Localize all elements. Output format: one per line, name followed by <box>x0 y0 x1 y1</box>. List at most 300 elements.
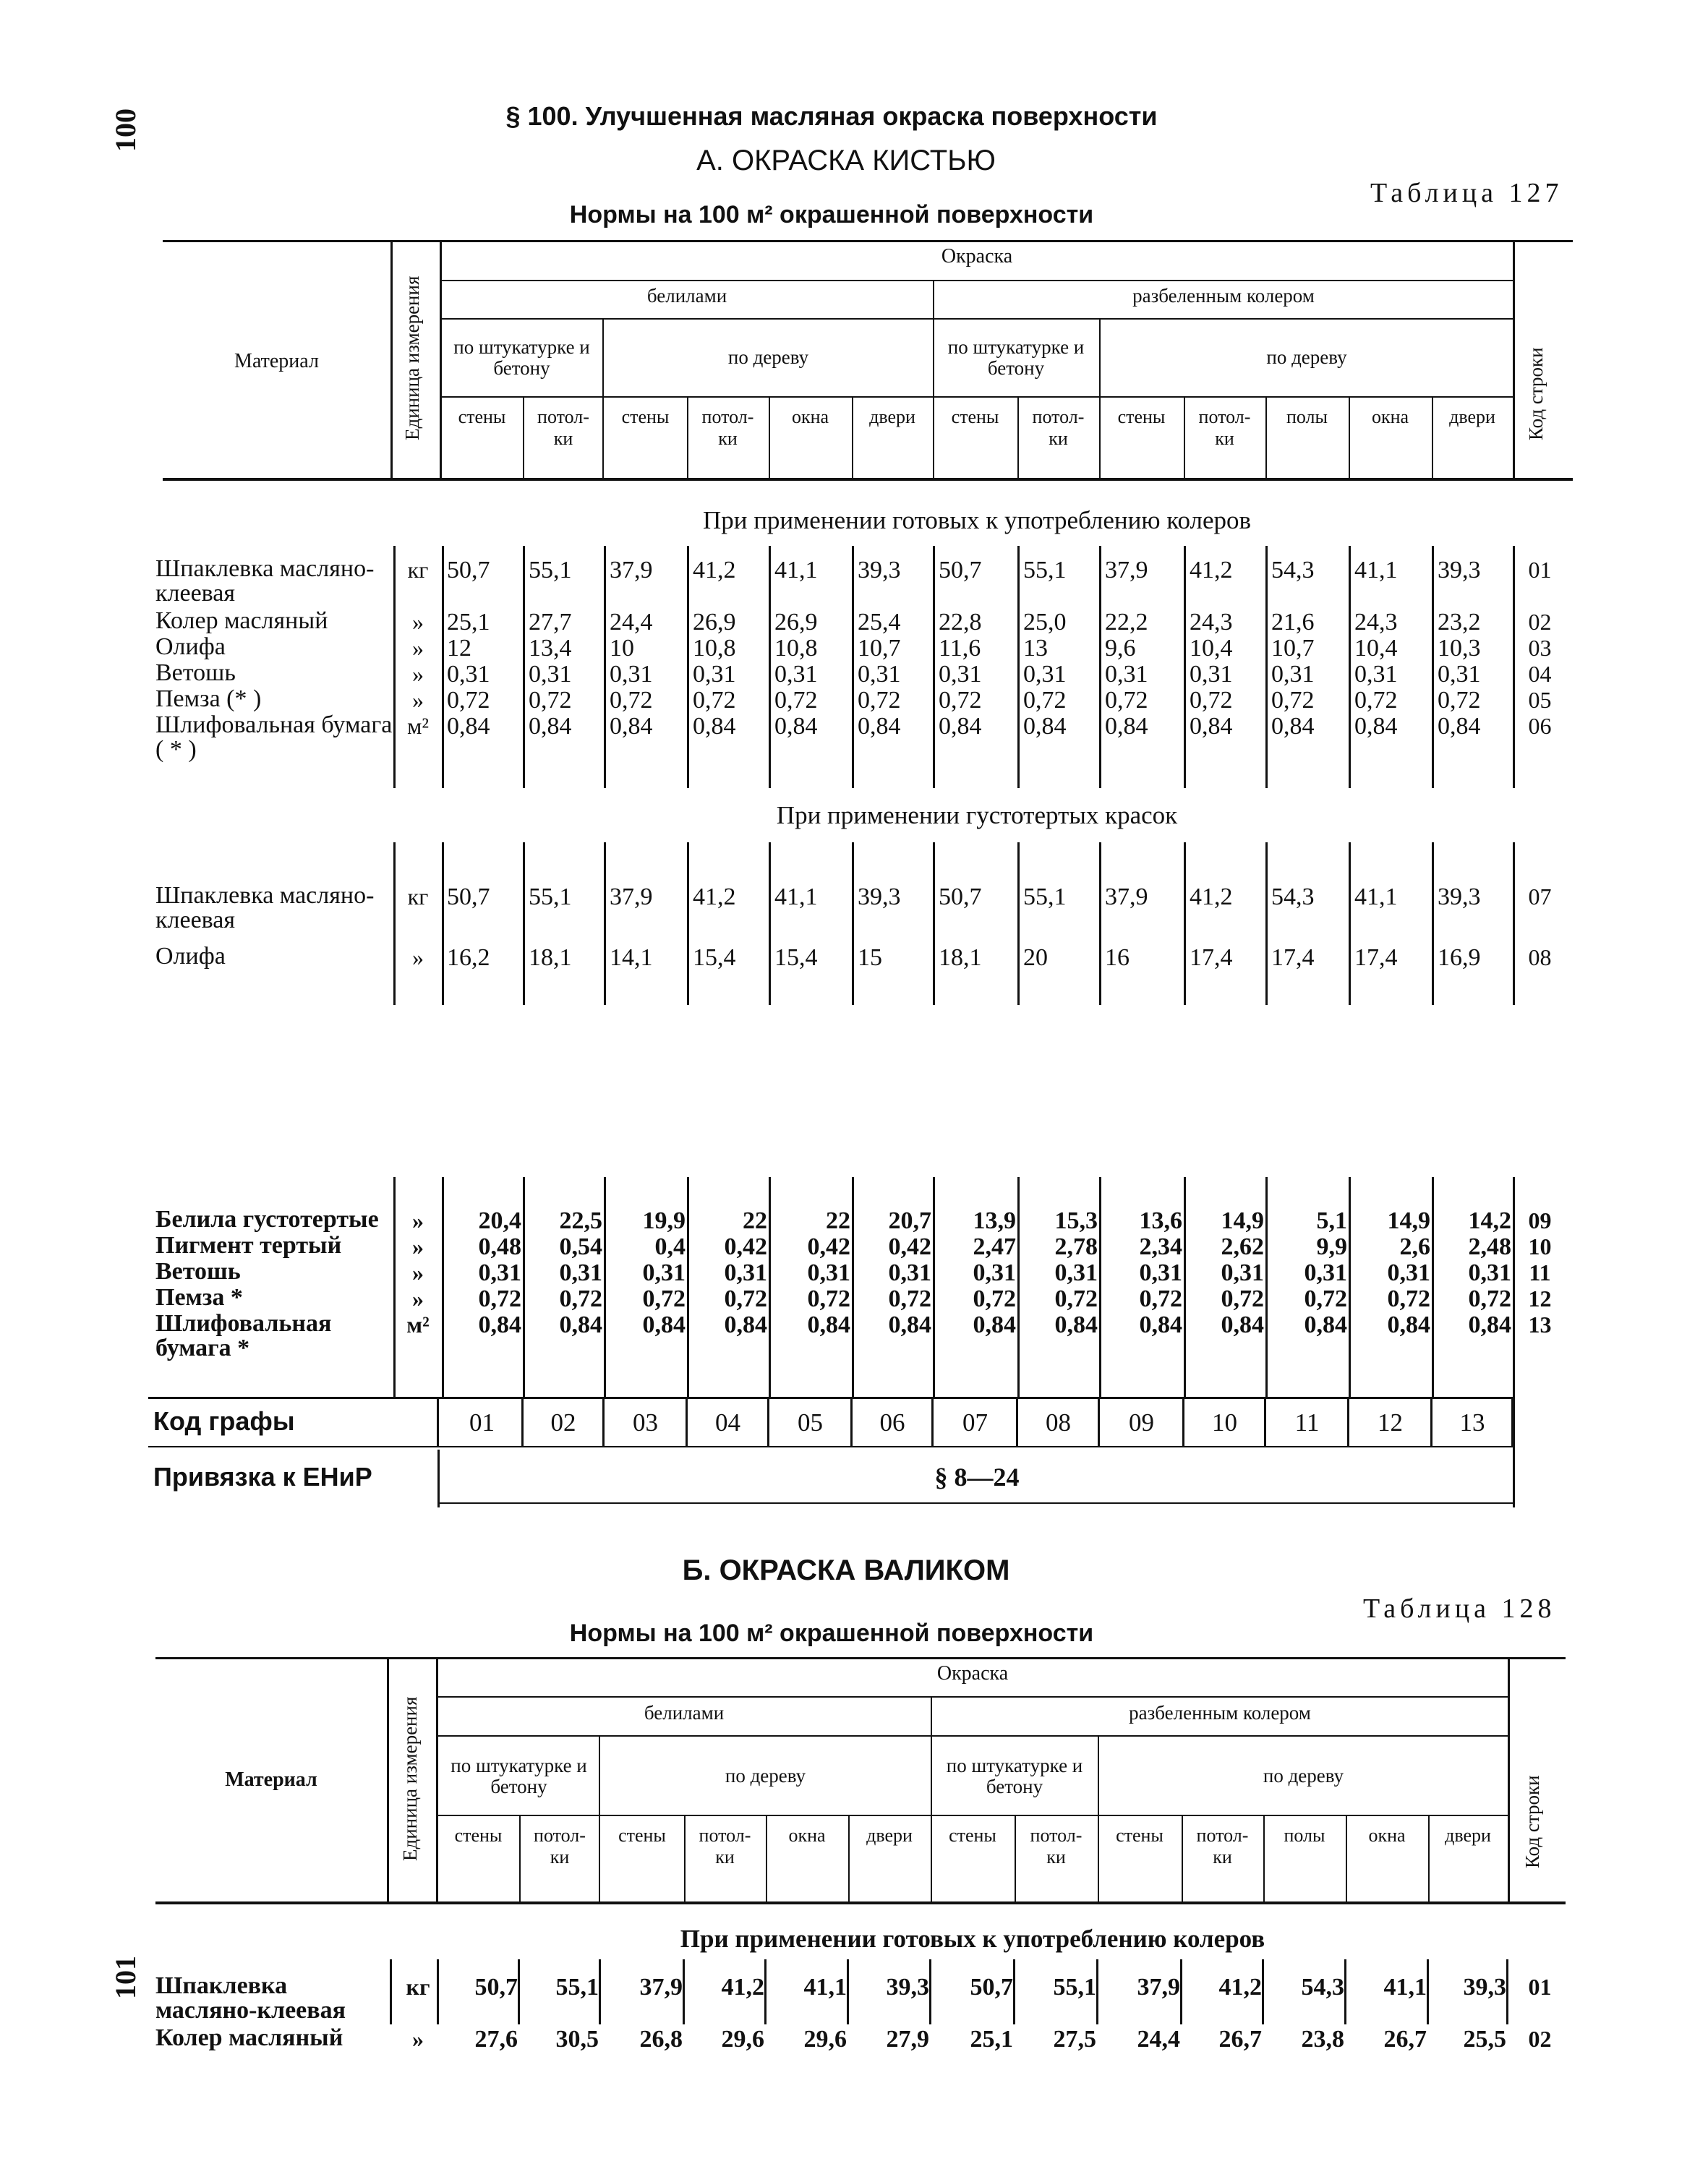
graph-code-cell: 08 <box>1046 1408 1071 1437</box>
t127-row-value: 9,6 <box>1105 635 1136 662</box>
t127-row-value: 13,4 <box>529 635 572 662</box>
t127-row-value: 0,84 <box>774 713 818 740</box>
t128-row-value: 39,3 <box>1463 1974 1506 2001</box>
t127-col-header-9: стены <box>1117 406 1166 427</box>
t127-row-value: 27,7 <box>529 609 572 636</box>
t127b-row-value: 17,4 <box>1354 944 1398 971</box>
t128-row-code: 02 <box>1528 2026 1552 2052</box>
t128-header-painting: Окраска <box>936 1662 1009 1685</box>
t127-row-value: 41,1 <box>1354 557 1398 583</box>
t127-row-value: 0,31 <box>1105 661 1148 688</box>
table-127-caption: Нормы на 100 м² окрашенной поверхности <box>569 201 1094 228</box>
graph-code-cell: 12 <box>1378 1408 1403 1437</box>
t128-header-diluted: разбеленным колером <box>1129 1702 1311 1724</box>
t127-row-material: Шлифовальная бумага ( * ) <box>155 711 393 763</box>
t128-row-value: 27,5 <box>1053 2026 1096 2053</box>
graph-code-cell: 13 <box>1459 1408 1485 1437</box>
t128-row-material: Шпаклевка масляно-клеевая <box>155 1972 346 2024</box>
t127c-row-value: 0,72 <box>1221 1285 1264 1312</box>
t127-row-value: 0,84 <box>693 713 736 740</box>
t128-row-value: 24,4 <box>1137 2026 1180 2053</box>
t128-col-header-1: стены <box>454 1825 503 1846</box>
t128-col-header-11: полы <box>1284 1825 1325 1846</box>
t127-row-code: 02 <box>1528 609 1552 635</box>
t127-row-value: 0,31 <box>1438 661 1481 688</box>
t127b-row-value: 37,9 <box>1105 884 1148 910</box>
t127-row-value: 0,72 <box>529 687 572 714</box>
t127c-row-value: 0,72 <box>478 1285 521 1312</box>
t127-row-value: 0,72 <box>1023 687 1067 714</box>
t127b-row-value: 39,3 <box>858 884 901 910</box>
t128-row-value: 23,8 <box>1301 2026 1344 2053</box>
t127-col-header-10: потол- ки <box>1198 406 1251 449</box>
t127c-row-unit: » <box>412 1233 424 1259</box>
t127-row-value: 25,0 <box>1023 609 1067 636</box>
section-title: § 100. Улучшенная масляная окраска поверхности <box>505 101 1158 131</box>
t127-row-value: 21,6 <box>1271 609 1315 636</box>
t127-row-code: 03 <box>1528 635 1552 661</box>
t127-col-header-1: стены <box>458 406 506 427</box>
part-a-title: А. ОКРАСКА КИСТЬЮ <box>696 145 996 176</box>
t127-row-value: 0,31 <box>529 661 572 688</box>
t128-row-code: 01 <box>1528 1974 1552 2000</box>
t128-row-value: 50,7 <box>970 1974 1013 2001</box>
page-number-top: 100 <box>109 108 142 152</box>
table-128-caption: Нормы на 100 м² окрашенной поверхности <box>569 1620 1094 1647</box>
t127-row-unit: м² <box>407 713 429 739</box>
t127-row-value: 37,9 <box>1105 557 1148 583</box>
t127-row-material: Олифа <box>155 633 226 660</box>
t128-col-header-13: двери <box>1445 1825 1491 1846</box>
t127-row-value: 0,31 <box>774 661 818 688</box>
t128-row-value: 41,1 <box>1383 1974 1427 2001</box>
t128-row-value: 29,6 <box>721 2026 764 2053</box>
t128-col-header-6: двери <box>866 1825 913 1846</box>
t127-col-header-12: окна <box>1371 406 1409 427</box>
t127-row-value: 0,72 <box>1354 687 1398 714</box>
header-plaster-1: по штукатурке и бетону <box>453 336 590 379</box>
table-127-sub1: При применении готовых к употреблению колеров <box>702 506 1252 534</box>
t127c-row-value: 0,31 <box>888 1259 931 1286</box>
t128-row-value: 39,3 <box>886 1974 929 2001</box>
t128-header-whites: белилами <box>644 1702 725 1724</box>
graph-code-cell: 11 <box>1294 1408 1320 1437</box>
t128-row-unit: кг <box>406 1974 430 2000</box>
t127c-row-value: 0,84 <box>1139 1312 1182 1338</box>
t127-row-value: 10,4 <box>1354 635 1398 662</box>
t128-row-value: 26,7 <box>1383 2026 1427 2053</box>
t127c-row-value: 0,84 <box>642 1312 686 1338</box>
t127-row-value: 0,31 <box>610 661 653 688</box>
t127-row-value: 0,72 <box>858 687 901 714</box>
t128-row-value: 25,1 <box>970 2026 1013 2053</box>
t127c-row-value: 2,6 <box>1399 1233 1430 1260</box>
binding-label: Привязка к ЕНиР <box>153 1462 372 1492</box>
t127b-row-value: 41,1 <box>774 884 818 910</box>
t127b-row-unit: » <box>412 944 424 970</box>
t127c-row-material: Пемза * <box>155 1284 243 1311</box>
graph-code-cell: 07 <box>962 1408 988 1437</box>
t127c-row-value: 22,5 <box>559 1207 602 1234</box>
t127-row-value: 24,4 <box>610 609 653 636</box>
graph-code-cell: 02 <box>550 1408 576 1437</box>
t127-row-value: 55,1 <box>529 557 572 583</box>
t128-header-unit: Единица измерения <box>399 1696 421 1861</box>
t127c-row-value: 0,72 <box>642 1285 686 1312</box>
t127c-row-value: 0,84 <box>807 1312 850 1338</box>
table-128-sub1: При применении готовых к употреблению колеров <box>680 1925 1265 1953</box>
t128-header-plaster-1: по штукатурке и бетону <box>451 1755 587 1797</box>
header-code: Код строки <box>1525 347 1547 441</box>
t127c-row-value: 0,72 <box>1304 1285 1347 1312</box>
t128-header-plaster-2: по штукатурке и бетону <box>946 1755 1083 1797</box>
t127c-row-code: 12 <box>1528 1285 1552 1312</box>
t127-row-value: 50,7 <box>447 557 490 583</box>
t127-row-material: Ветошь <box>155 659 236 686</box>
header-unit: Единица измерения <box>401 275 423 440</box>
t128-row-value: 54,3 <box>1301 1974 1344 2001</box>
t127-row-code: 06 <box>1528 713 1552 739</box>
t127c-row-value: 2,62 <box>1221 1233 1264 1260</box>
t127b-row-value: 15,4 <box>693 944 736 971</box>
t127-row-value: 0,31 <box>1023 661 1067 688</box>
t127b-row-value: 15 <box>858 944 882 971</box>
t127c-row-value: 15,3 <box>1054 1207 1098 1234</box>
t127c-row-value: 14,9 <box>1221 1207 1264 1234</box>
t127c-row-value: 0,42 <box>888 1233 931 1260</box>
t128-col-header-5: окна <box>788 1825 826 1846</box>
t127b-row-value: 14,1 <box>610 944 653 971</box>
t127-row-value: 0,72 <box>1271 687 1315 714</box>
t127b-row-value: 18,1 <box>529 944 572 971</box>
t127-row-value: 0,84 <box>939 713 982 740</box>
t127-col-header-4: потол- ки <box>701 406 754 449</box>
t127c-row-value: 0,72 <box>888 1285 931 1312</box>
t127b-row-material: Шпаклевка масляно-клеевая <box>155 882 375 933</box>
t128-row-value: 29,6 <box>803 2026 847 2053</box>
t128-row-value: 50,7 <box>474 1974 518 2001</box>
t127c-row-value: 22 <box>826 1207 850 1234</box>
t128-row-value: 27,9 <box>886 2026 929 2053</box>
t128-row-value: 30,5 <box>555 2026 599 2053</box>
t127c-row-value: 2,48 <box>1468 1233 1511 1260</box>
t127-row-value: 0,84 <box>1354 713 1398 740</box>
t128-header-code: Код строки <box>1521 1775 1543 1869</box>
t127c-row-value: 2,34 <box>1139 1233 1182 1260</box>
t127b-row-value: 20 <box>1023 944 1048 971</box>
t127c-row-unit: м² <box>406 1312 430 1338</box>
t127-row-unit: » <box>412 661 424 687</box>
t127-row-unit: » <box>412 635 424 661</box>
t127-row-code: 01 <box>1528 557 1552 583</box>
part-b-title: Б. ОКРАСКА ВАЛИКОМ <box>682 1554 1010 1586</box>
t127c-row-value: 0,31 <box>559 1259 602 1286</box>
t127b-row-value: 39,3 <box>1438 884 1481 910</box>
t127c-row-value: 2,47 <box>973 1233 1016 1260</box>
t127c-row-value: 20,7 <box>888 1207 931 1234</box>
t127b-row-unit: кг <box>407 884 429 910</box>
t127-row-value: 0,84 <box>1105 713 1148 740</box>
t127-row-value: 39,3 <box>858 557 901 583</box>
t127-row-value: 41,2 <box>693 557 736 583</box>
header-painting: Окраска <box>941 245 1013 268</box>
t127b-row-value: 18,1 <box>939 944 982 971</box>
t128-col-header-8: потол- ки <box>1030 1825 1083 1868</box>
t127-row-unit: кг <box>407 557 429 583</box>
t127c-row-value: 0,84 <box>1468 1312 1511 1338</box>
header-material: Материал <box>234 350 319 372</box>
header-whites: белилами <box>646 285 727 307</box>
header-plaster-2: по штукатурке и бетону <box>947 336 1085 379</box>
t127c-row-value: 14,2 <box>1468 1207 1511 1234</box>
t127c-row-value: 13,9 <box>973 1207 1016 1234</box>
graph-code-cell: 06 <box>879 1408 905 1437</box>
t127-row-value: 10,8 <box>693 635 736 662</box>
t127c-row-material: Пигмент тертый <box>155 1232 342 1259</box>
t127c-row-value: 0,72 <box>1387 1285 1430 1312</box>
t127-row-unit: » <box>412 609 424 635</box>
t127-row-unit: » <box>412 687 424 713</box>
t127c-row-value: 0,72 <box>559 1285 602 1312</box>
t127c-row-value: 0,72 <box>1054 1285 1098 1312</box>
t127c-row-value: 0,42 <box>724 1233 767 1260</box>
t127b-row-value: 41,2 <box>693 884 736 910</box>
t127c-row-value: 0,31 <box>724 1259 767 1286</box>
t127c-row-value: 0,42 <box>807 1233 850 1260</box>
t127-col-header-8: потол- ки <box>1032 406 1085 449</box>
t127-row-value: 0,72 <box>774 687 818 714</box>
t127c-row-value: 0,31 <box>1468 1259 1511 1286</box>
table-127-sub2: При применении густотертых красок <box>776 801 1178 829</box>
t128-row-value: 27,6 <box>474 2026 518 2053</box>
t127-col-header-7: стены <box>951 406 999 427</box>
t127-row-value: 0,84 <box>447 713 490 740</box>
t127c-row-value: 14,9 <box>1387 1207 1430 1234</box>
t127-row-value: 0,72 <box>610 687 653 714</box>
t127c-row-value: 0,31 <box>642 1259 686 1286</box>
graph-code-cell: 01 <box>469 1408 495 1437</box>
t128-col-header-7: стены <box>949 1825 996 1846</box>
t127-row-value: 37,9 <box>610 557 653 583</box>
t127-row-value: 11,6 <box>939 635 981 662</box>
t127-row-value: 13 <box>1023 635 1048 662</box>
t128-header-material: Материал <box>225 1768 317 1791</box>
t127c-row-value: 22 <box>743 1207 767 1234</box>
t127-row-code: 05 <box>1528 687 1552 713</box>
t127-row-value: 10,7 <box>1271 635 1315 662</box>
t128-row-value: 55,1 <box>555 1974 599 2001</box>
t127c-row-material: Белила густотертые <box>155 1206 379 1233</box>
t127-row-value: 54,3 <box>1271 557 1315 583</box>
t127c-row-value: 20,4 <box>478 1207 521 1234</box>
t127-col-header-5: окна <box>791 406 829 427</box>
t127b-row-value: 50,7 <box>447 884 490 910</box>
t127-row-value: 0,84 <box>1271 713 1315 740</box>
t127c-row-value: 0,72 <box>1139 1285 1182 1312</box>
t127c-row-value: 0,72 <box>973 1285 1016 1312</box>
t127-row-value: 24,3 <box>1190 609 1233 636</box>
t127b-row-value: 16,9 <box>1438 944 1481 971</box>
t127b-row-material: Олифа <box>155 943 226 970</box>
graph-code-cell: 09 <box>1129 1408 1154 1437</box>
t127c-row-value: 19,9 <box>642 1207 686 1234</box>
t128-row-value: 41,2 <box>1218 1974 1262 2001</box>
t127-row-value: 0,31 <box>939 661 982 688</box>
t127-row-value: 10,3 <box>1438 635 1481 662</box>
t127c-row-value: 0,84 <box>888 1312 931 1338</box>
t127-row-value: 0,84 <box>529 713 572 740</box>
t128-row-value: 41,2 <box>721 1974 764 2001</box>
t127c-row-value: 0,31 <box>807 1259 850 1286</box>
t128-row-unit: » <box>412 2026 424 2052</box>
t127-row-value: 0,72 <box>939 687 982 714</box>
t127b-row-value: 17,4 <box>1271 944 1315 971</box>
t127-row-value: 22,8 <box>939 609 982 636</box>
t127-col-header-6: двери <box>869 406 915 427</box>
t127c-row-value: 9,9 <box>1316 1233 1347 1260</box>
t127c-row-value: 2,78 <box>1054 1233 1098 1260</box>
t127c-row-code: 13 <box>1528 1312 1552 1338</box>
t128-col-header-9: стены <box>1116 1825 1163 1846</box>
t127-row-value: 0,84 <box>610 713 653 740</box>
t127c-row-value: 0,31 <box>1139 1259 1182 1286</box>
t127-row-value: 0,84 <box>1438 713 1481 740</box>
t127-row-value: 0,72 <box>1105 687 1148 714</box>
t128-row-value: 41,1 <box>803 1974 847 2001</box>
t127c-row-value: 0,84 <box>1221 1312 1264 1338</box>
t127b-row-value: 50,7 <box>939 884 982 910</box>
graph-code-cell: 10 <box>1212 1408 1237 1437</box>
t127c-row-value: 0,31 <box>478 1259 521 1286</box>
table-127-label: Таблица 127 <box>1370 178 1563 208</box>
t128-row-value: 37,9 <box>1137 1974 1180 2001</box>
t127-row-code: 04 <box>1528 661 1552 687</box>
t127-row-value: 10,4 <box>1190 635 1233 662</box>
t127c-row-value: 0,72 <box>724 1285 767 1312</box>
t127c-row-value: 0,84 <box>559 1312 602 1338</box>
t127-row-material: Колер масляный <box>155 607 328 634</box>
t128-row-value: 55,1 <box>1053 1974 1096 2001</box>
table-128-label: Таблица 128 <box>1363 1593 1556 1624</box>
t128-header-wood-1: по дереву <box>725 1765 806 1787</box>
t127-row-value: 23,2 <box>1438 609 1481 636</box>
t127-col-header-3: стены <box>621 406 670 427</box>
t127-row-value: 39,3 <box>1438 557 1481 583</box>
t127c-row-value: 0,72 <box>807 1285 850 1312</box>
graph-code-cell: 05 <box>798 1408 823 1437</box>
binding-value: § 8—24 <box>934 1463 1020 1492</box>
t127c-row-value: 0,4 <box>654 1233 686 1260</box>
t127b-row-value: 15,4 <box>774 944 818 971</box>
t128-row-value: 26,8 <box>639 2026 683 2053</box>
t127c-row-value: 0,54 <box>559 1233 602 1260</box>
t127c-row-value: 5,1 <box>1316 1207 1347 1234</box>
t127-row-value: 0,31 <box>447 661 490 688</box>
t127c-row-material: Шлифовальная бумага * <box>155 1310 332 1361</box>
t127-col-header-2: потол- ки <box>537 406 589 449</box>
t127c-row-value: 0,84 <box>1304 1312 1347 1338</box>
t127c-row-value: 0,31 <box>973 1259 1016 1286</box>
t127c-row-value: 0,48 <box>478 1233 521 1260</box>
t127c-row-value: 0,31 <box>1304 1259 1347 1286</box>
t128-row-value: 26,7 <box>1218 2026 1262 2053</box>
t127c-row-value: 0,31 <box>1387 1259 1430 1286</box>
header-wood-1: по дереву <box>727 346 809 368</box>
t127-row-value: 10 <box>610 635 634 662</box>
t127c-row-code: 10 <box>1528 1233 1552 1259</box>
t127-row-value: 12 <box>447 635 471 662</box>
t127-row-material: Шпаклевка масляно-клеевая <box>155 555 375 607</box>
header-diluted: разбеленным колером <box>1132 285 1315 307</box>
t127-row-value: 41,2 <box>1190 557 1233 583</box>
t127-row-value: 10,7 <box>858 635 901 662</box>
t127-row-value: 0,72 <box>1438 687 1481 714</box>
t127-col-header-13: двери <box>1449 406 1495 427</box>
t127-row-value: 24,3 <box>1354 609 1398 636</box>
t128-col-header-3: стены <box>618 1825 666 1846</box>
t127-row-value: 0,84 <box>858 713 901 740</box>
t127c-row-value: 0,72 <box>1468 1285 1511 1312</box>
t127-row-value: 0,84 <box>1190 713 1233 740</box>
t127-row-value: 0,31 <box>693 661 736 688</box>
t127b-row-value: 41,2 <box>1190 884 1233 910</box>
header-wood-2: по дереву <box>1266 346 1347 368</box>
t127-row-value: 26,9 <box>693 609 736 636</box>
t127b-row-value: 37,9 <box>610 884 653 910</box>
t127-row-value: 22,2 <box>1105 609 1148 636</box>
t127-row-value: 0,72 <box>447 687 490 714</box>
t127b-row-code: 07 <box>1528 884 1552 910</box>
t127b-row-value: 54,3 <box>1271 884 1315 910</box>
t127-col-header-11: полы <box>1286 406 1328 427</box>
t127c-row-value: 13,6 <box>1139 1207 1182 1234</box>
t127-row-value: 0,31 <box>1271 661 1315 688</box>
t127c-row-unit: » <box>412 1285 424 1312</box>
t127c-row-value: 0,84 <box>973 1312 1016 1338</box>
t127b-row-value: 55,1 <box>529 884 572 910</box>
t127b-row-value: 41,1 <box>1354 884 1398 910</box>
t128-row-value: 25,5 <box>1463 2026 1506 2053</box>
t128-row-material: Колер масляный <box>155 2024 343 2051</box>
t127-row-material: Пемза (* ) <box>155 685 262 712</box>
t127c-row-value: 0,31 <box>1221 1259 1264 1286</box>
t127b-row-value: 17,4 <box>1190 944 1233 971</box>
t128-col-header-12: окна <box>1368 1825 1406 1846</box>
t127c-row-value: 0,31 <box>1054 1259 1098 1286</box>
t128-col-header-10: потол- ки <box>1196 1825 1249 1868</box>
graph-code-label: Код графы <box>153 1406 295 1436</box>
t127b-row-code: 08 <box>1528 944 1552 970</box>
t127-row-value: 25,4 <box>858 609 901 636</box>
t127c-row-unit: » <box>412 1259 424 1285</box>
t127-row-value: 0,31 <box>1354 661 1398 688</box>
graph-code-cell: 03 <box>633 1408 658 1437</box>
t127c-row-value: 0,84 <box>724 1312 767 1338</box>
t128-row-value: 37,9 <box>639 1974 683 2001</box>
t127c-row-code: 09 <box>1528 1207 1552 1233</box>
t127-row-value: 0,72 <box>1190 687 1233 714</box>
t127-row-value: 0,72 <box>693 687 736 714</box>
t127-row-value: 41,1 <box>774 557 818 583</box>
t127-row-value: 0,84 <box>1023 713 1067 740</box>
t127c-row-value: 0,84 <box>478 1312 521 1338</box>
t127c-row-value: 0,84 <box>1054 1312 1098 1338</box>
t128-header-wood-2: по дереву <box>1263 1765 1344 1787</box>
t127c-row-unit: » <box>412 1207 424 1233</box>
t127-row-value: 10,8 <box>774 635 818 662</box>
t127-row-value: 50,7 <box>939 557 982 583</box>
t127-row-value: 25,1 <box>447 609 490 636</box>
